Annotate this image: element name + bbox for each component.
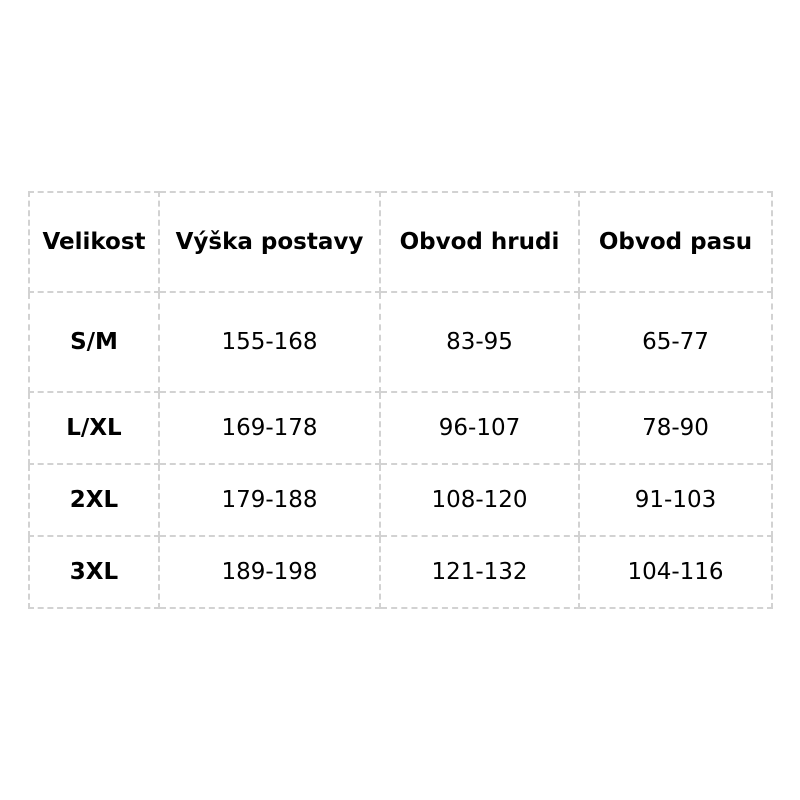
size-cell: 3XL xyxy=(29,536,159,608)
waist-cell: 91-103 xyxy=(579,464,772,536)
height-cell: 189-198 xyxy=(159,536,380,608)
waist-cell: 104-116 xyxy=(579,536,772,608)
size-cell: L/XL xyxy=(29,392,159,464)
height-cell: 179-188 xyxy=(159,464,380,536)
table-row xyxy=(29,392,772,464)
chest-cell: 121-132 xyxy=(380,536,579,608)
chest-cell: 83-95 xyxy=(380,292,579,392)
header-obvod-pasu: Obvod pasu xyxy=(579,192,772,292)
height-cell: 155-168 xyxy=(159,292,380,392)
header-velikost: Velikost xyxy=(29,192,159,292)
table-row xyxy=(29,464,772,536)
table-row xyxy=(29,292,772,392)
chest-cell: 96-107 xyxy=(380,392,579,464)
size-cell: S/M xyxy=(29,292,159,392)
waist-cell: 65-77 xyxy=(579,292,772,392)
header-vyska-postavy: Výška postavy xyxy=(159,192,380,292)
chest-cell: 108-120 xyxy=(380,464,579,536)
header-obvod-hrudi: Obvod hrudi xyxy=(380,192,579,292)
height-cell: 169-178 xyxy=(159,392,380,464)
waist-cell: 78-90 xyxy=(579,392,772,464)
header-row xyxy=(29,192,772,292)
size-cell: 2XL xyxy=(29,464,159,536)
table-row xyxy=(29,536,772,608)
size-chart-table xyxy=(28,191,773,609)
